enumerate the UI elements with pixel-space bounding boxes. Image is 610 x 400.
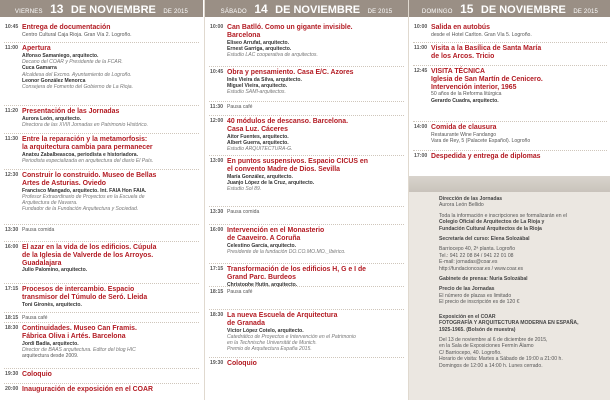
event-body <box>22 371 199 379</box>
event-body <box>22 244 199 274</box>
price-label: Precio de las Jornadas <box>439 286 495 293</box>
event-time: 11:30 <box>5 136 18 142</box>
event-detail: Juanjo López de la Cruz, arquitecto. <box>227 179 315 186</box>
day-month: DE NOVIEMBRE <box>275 4 361 16</box>
price-line: El precio de inscripción es de 120 € <box>439 299 520 306</box>
inscription-line: Colegio Oficial de Arquitectos de La Rioja y <box>439 219 545 226</box>
event-detail: Víctor López Cotelo, arquitecto. <box>227 327 304 334</box>
event-body <box>227 209 404 215</box>
event-title: de la Iglesia de Valverde de los Arroyos. <box>22 251 154 259</box>
day-number: 14 <box>254 2 268 16</box>
event-title: En puntos suspensivos. Espacio CICUS en <box>227 158 368 165</box>
event-title: Construir lo construido. Museo de Bellas <box>22 172 157 179</box>
event-time: 10:45 <box>5 24 19 30</box>
event-title: Artes de Asturias. Oviedo <box>22 179 106 187</box>
event-detail: Jordi Badia, arquitecto. <box>22 340 79 347</box>
event-body <box>227 69 404 96</box>
event-separator <box>4 368 199 369</box>
event-separator <box>4 322 199 323</box>
event-detail: Aitor Fuentes, arquitecto. <box>227 133 289 140</box>
event-separator <box>4 241 199 242</box>
event-title: Continuidades. Museo Can Framis. <box>22 325 137 332</box>
day-header <box>409 0 610 17</box>
event-detail: Leonor González Menorca <box>22 77 86 84</box>
event-body <box>227 24 404 58</box>
event-separator <box>413 150 607 151</box>
event-time: 11:30 <box>210 104 223 110</box>
event-time: 18:30 <box>5 325 19 331</box>
event-title: El azar en la vida de los edificios. Cúpula <box>22 244 157 251</box>
event-detail: Directora de las XVIII Jornadas en Patrimonio Histórico. <box>22 122 148 129</box>
event-detail: Pausa café <box>227 104 253 110</box>
event-separator <box>413 121 607 122</box>
event-time: 17:00 <box>414 153 428 159</box>
event-body <box>22 315 199 321</box>
exhibition-line: en la Sala de Exposiciones Fermín Álamo <box>439 343 534 350</box>
event-detail: Decano del COAR y Presidente de la FCAR. <box>22 59 123 66</box>
exhibition-line: Del 13 de noviembre al 6 de diciembre de 2015, <box>439 336 548 343</box>
event-detail: Aurora León, arquitecto. <box>22 115 82 122</box>
event-title: transmisor del Túmulo de Seró. Lleida <box>22 293 148 301</box>
exhibition-title: FOTOGRAFÍA Y ARQUITECTURA MODERNA EN ESPAÑA, <box>439 320 579 327</box>
event-detail: en la Technische Universität de Munich. <box>227 340 317 347</box>
event-body <box>22 325 199 359</box>
event-body <box>227 312 404 353</box>
event-time: 11:20 <box>5 108 18 114</box>
event-title: Procesos de intercambio. Espacio <box>22 286 135 293</box>
event-detail: Pausa comida <box>22 227 55 233</box>
event-body <box>227 118 404 152</box>
event-time: 10:00 <box>414 24 428 30</box>
event-detail: Gerardo Cuadra, arquitecto. <box>431 97 499 104</box>
event-detail: Albert Guerra, arquitecto. <box>227 139 289 146</box>
event-title: VISITA TÉCNICA <box>431 68 485 75</box>
event-detail: Christophe Hutin, arquitecto. <box>227 281 298 288</box>
event-time: 10:00 <box>210 24 224 30</box>
event-detail: arquitectura desde 2009. <box>22 353 79 360</box>
event-separator <box>4 105 199 106</box>
secretary-line: Secretaría del curso: Elena Solozábal <box>439 236 530 243</box>
event-separator <box>413 42 607 43</box>
event-time: 10:45 <box>210 69 224 75</box>
event-detail: Pausa café <box>22 315 48 321</box>
event-body <box>227 360 404 368</box>
event-title: de los Arcos. Tricio <box>431 52 495 60</box>
event-time: 17:15 <box>210 266 224 272</box>
event-detail: Estudio LAC cooperativa de arquitectos. <box>227 52 318 59</box>
event-detail: Presidente de la fundación DO.CO.MO.MO._Ibérico. <box>227 248 346 255</box>
event-title: Fábrica Oliva i Artés. Barcelona <box>22 332 126 340</box>
event-title: Intervención en el Monasterio <box>227 227 325 234</box>
email-line: E-mail: jornadas@coar.es <box>439 259 498 266</box>
event-title: Can Batlló. Como un gigante invisible. <box>227 24 353 31</box>
event-time: 11:00 <box>5 45 18 51</box>
event-separator <box>209 357 404 358</box>
price-line: El número de plazas es limitado <box>439 292 512 299</box>
event-detail: Toni Gironès, arquitecto. <box>22 301 82 308</box>
event-separator <box>209 115 404 116</box>
event-title: Guadalajara <box>22 259 62 267</box>
web-line: http://fundacioncoar.es / www.coar.es <box>439 265 524 272</box>
event-body <box>22 286 199 308</box>
event-body <box>22 386 199 394</box>
event-detail: Anatxu Zabalbeascoa, periodista e historiadora. <box>22 151 139 158</box>
event-title: Salida en autobús <box>431 24 490 31</box>
event-title: Visita a la Basílica de Santa María <box>431 45 542 52</box>
event-detail: Vara de Rey, 5 (Palacete Español). Logroño <box>431 138 531 145</box>
event-time: 19:30 <box>210 360 224 366</box>
event-title: Transformación de los edificios H, G e I de <box>227 266 366 273</box>
event-detail: Estudio Sol 89. <box>227 186 262 193</box>
day-number: 13 <box>50 2 64 16</box>
event-time: 18:30 <box>210 312 224 318</box>
event-detail: Fundador de la Fundación Arquitectura y Sociedad. <box>22 206 139 213</box>
event-detail: Premio de Arquitectura España 2015. <box>227 346 312 353</box>
day-column-saturday <box>204 0 408 400</box>
event-title: de Granada <box>227 319 265 327</box>
event-detail: Estudio SAMI-arquitectos. <box>227 89 286 96</box>
event-body <box>431 45 607 61</box>
event-time: 14:00 <box>414 124 428 130</box>
event-body <box>431 124 607 144</box>
event-detail: Eliseo Arrufat, arquitecto. <box>227 39 290 46</box>
day-header <box>0 0 203 17</box>
event-title: Grand Parc. Burdeos <box>227 273 296 281</box>
event-detail: Pausa café <box>227 289 253 295</box>
event-separator <box>209 206 404 207</box>
event-body <box>227 158 404 192</box>
direction-name: Aurora León Bellido <box>439 202 484 209</box>
event-time: 11:00 <box>414 45 427 51</box>
event-separator <box>4 283 199 284</box>
event-separator <box>4 42 199 43</box>
event-separator <box>4 133 199 134</box>
phone-line: Tel.: 941 22 08 84 / 941 22 01 08 <box>439 252 514 259</box>
exhibition-line: Domingos de 12:00 a 14:00 h. Lunes cerrado. <box>439 362 543 369</box>
info-panel <box>409 192 610 400</box>
event-title: Obra y pensamiento. Casa E/C. Azores <box>227 69 354 76</box>
exhibition-title: Exposición en el COAR <box>439 313 496 320</box>
event-time: 18:15 <box>210 289 224 295</box>
event-title: 40 módulos de descanso. Barcelona. <box>227 118 349 125</box>
event-title: Comida de clausura <box>431 124 497 131</box>
event-detail: Consejera de Fomento del Gobierno de La Rioja. <box>22 84 133 91</box>
event-body <box>22 172 199 213</box>
event-detail: Periodista especializada en arquitectura del diario El País. <box>22 157 154 164</box>
event-body <box>431 153 607 161</box>
event-body <box>22 227 199 233</box>
inscription-line: Toda la información e inscripciones se formalizarán en el <box>439 212 567 219</box>
exhibition-line: C/ Barriocepo, 40. Logroño. <box>439 349 502 356</box>
background-photo <box>409 176 610 192</box>
event-separator <box>209 66 404 67</box>
event-detail: María González, arquitecto. <box>227 173 293 180</box>
event-separator <box>4 312 199 313</box>
event-detail: Arquitectura de Navarra. <box>22 200 78 207</box>
event-detail: Catedrático de Proyectos e Intervención en el Patrimonio <box>227 333 356 340</box>
event-body <box>431 68 607 104</box>
event-title: Iglesia de San Martín de Cenicero. <box>431 75 543 83</box>
day-column-sunday <box>408 0 610 400</box>
event-body <box>22 136 199 164</box>
day-year: DE 2015 <box>163 9 189 15</box>
direction-label: Dirección de las Jornadas <box>439 196 503 202</box>
event-time: 16:00 <box>210 227 224 233</box>
day-number: 15 <box>460 2 474 16</box>
event-detail: Ernest Garriga, arquitecto. <box>227 45 292 52</box>
event-detail: Miguel Vieira, arquitecto. <box>227 83 288 90</box>
day-month: DE NOVIEMBRE <box>70 4 156 16</box>
event-detail: Centro Cultural Caja Rioja. Gran Vía 2. Logroño. <box>22 31 132 38</box>
event-title: Coloquio <box>22 371 52 378</box>
event-title: Entre la reparación y la metamorfosis: <box>22 136 148 143</box>
event-title: Casa Luz. Cáceres <box>227 125 288 133</box>
event-body <box>431 24 607 38</box>
event-detail: Inês Vieira da Silva, arquitecto. <box>227 76 302 83</box>
event-title: la arquitectura cambia para permanecer <box>22 143 153 151</box>
event-body <box>22 45 199 91</box>
event-title: La nueva Escuela de Arquitectura <box>227 312 338 319</box>
event-time: 17:15 <box>5 286 19 292</box>
day-weekday: SÁBADO <box>220 9 247 15</box>
event-time: 16:00 <box>5 244 19 250</box>
event-separator <box>4 169 199 170</box>
event-title: de Caaveiro. A Coruña <box>227 234 301 242</box>
event-title: Despedida y entrega de diplomas <box>431 153 541 160</box>
day-year: DE 2015 <box>573 9 599 15</box>
event-title: Barcelona <box>227 31 261 39</box>
event-separator <box>209 286 404 287</box>
event-time: 12:45 <box>414 68 428 74</box>
event-separator <box>209 101 404 102</box>
event-time: 13:30 <box>5 227 19 233</box>
event-separator <box>4 224 199 225</box>
event-detail: Alfonso Samaniego, arquitecto. <box>22 52 99 59</box>
event-body <box>22 108 199 128</box>
event-detail: Julio Palomino, arquitecto. <box>22 267 88 274</box>
event-time: 12:30 <box>5 172 19 178</box>
address-line: Barriocepo 40, 2ª planta. Logroño <box>439 246 516 253</box>
event-body <box>22 24 199 38</box>
event-detail: Alcaldesa del Excmo. Ayuntamiento de Logroño. <box>22 71 132 78</box>
event-body <box>227 289 404 295</box>
press-line: Gabinete de prensa: Nuria Solozábal <box>439 276 528 283</box>
event-detail: Profesor Extraordinario de Proyectos en la Escuela de <box>22 193 145 200</box>
exhibition-line: Horario de visita: Martes a Sábado de 19:00 a 21:00 h. <box>439 356 563 363</box>
event-time: 12:00 <box>210 118 224 124</box>
day-weekday: DOMINGO <box>421 9 453 15</box>
event-title: Presentación de las Jornadas <box>22 108 120 115</box>
event-title: Inauguración de exposición en el COAR <box>22 386 153 393</box>
event-time: 13:00 <box>210 158 224 164</box>
day-column-friday <box>0 0 203 400</box>
event-separator <box>4 383 199 384</box>
event-detail: desde el Hotel Carlton. Gran Vía 5. Logroño. <box>431 31 532 38</box>
day-header <box>205 0 408 17</box>
event-body <box>227 104 404 110</box>
event-detail: Restaurante Wine Fandango <box>431 131 497 138</box>
event-time: 18:15 <box>5 315 19 321</box>
event-time: 20:00 <box>5 386 19 392</box>
event-separator <box>209 224 404 225</box>
event-detail: Director de BAAS arquitectura. Editor del blog HIC <box>22 346 136 353</box>
event-body <box>227 266 404 288</box>
exhibition-title: 1925-1965. (Bolsón de muestra) <box>439 326 516 333</box>
event-detail: Cuca Gamarra <box>22 65 57 72</box>
event-title: Intervención interior, 1965 <box>431 83 517 91</box>
event-detail: Francisco Mangado, arquitecto. Int. FAIA Hon FAIA. <box>22 187 147 194</box>
event-separator <box>209 263 404 264</box>
event-body <box>227 227 404 255</box>
event-separator <box>209 155 404 156</box>
day-month: DE NOVIEMBRE <box>480 4 566 16</box>
event-title: el convento Madre de Dios. Sevilla <box>227 165 340 173</box>
event-time: 13:30 <box>210 209 224 215</box>
event-detail: Estudio ARQUITECTURA-G. <box>227 146 293 153</box>
event-time: 19:30 <box>5 371 19 377</box>
day-year: DE 2015 <box>367 9 393 15</box>
event-separator <box>413 65 607 66</box>
event-detail: Celestino García, arquitecto. <box>227 242 297 249</box>
event-separator <box>209 309 404 310</box>
day-weekday: VIERNES <box>14 9 43 15</box>
event-title: Apertura <box>22 45 51 52</box>
event-title: Entrega de documentación <box>22 24 111 31</box>
event-detail: Pausa comida <box>227 209 260 215</box>
event-detail: 50 años de la Reforma litúrgica <box>431 91 502 98</box>
inscription-line: Fundación Cultural Arquitectos de la Rioja <box>439 225 542 232</box>
event-title: Coloquio <box>227 360 257 367</box>
